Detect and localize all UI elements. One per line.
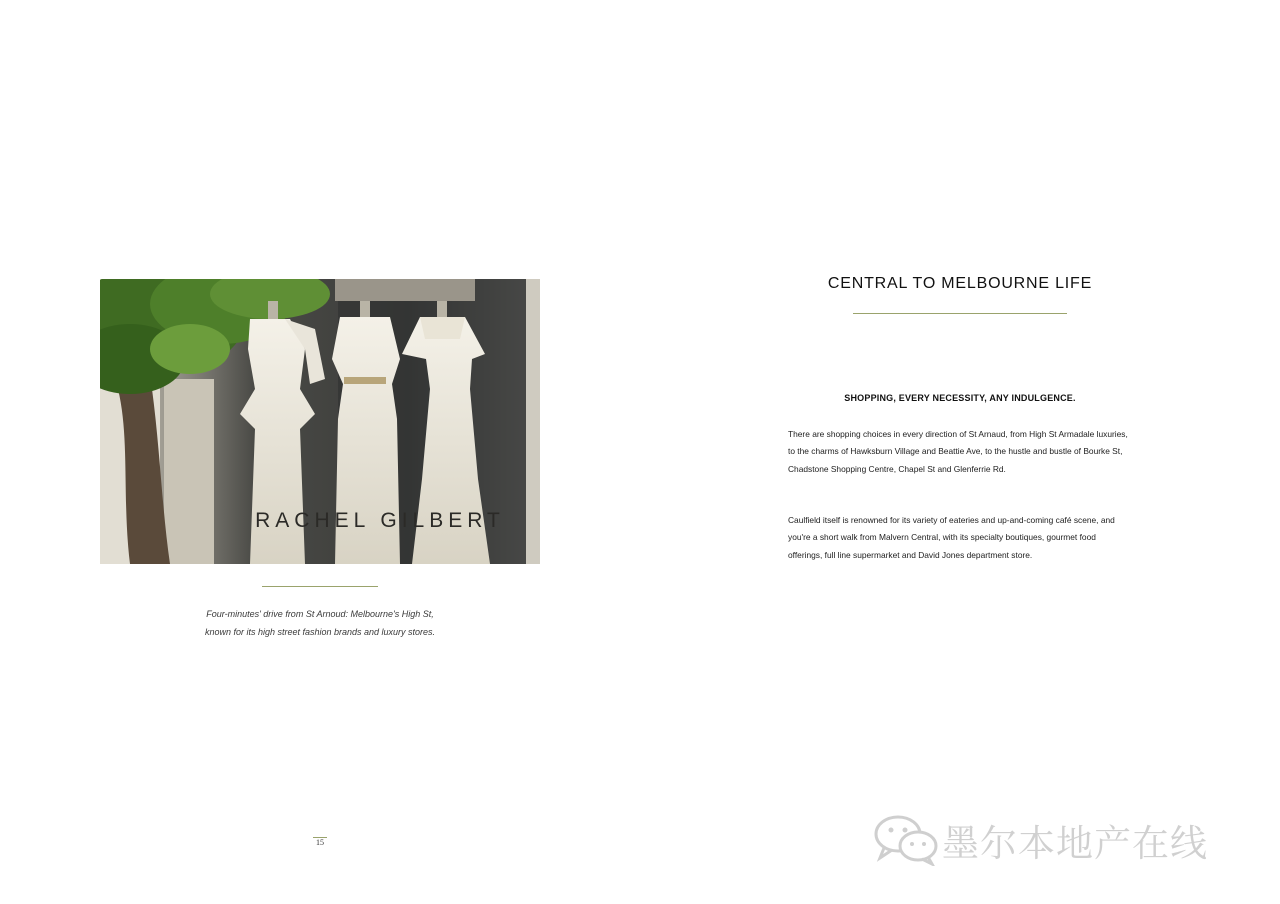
heading-divider — [853, 313, 1067, 314]
photo-caption — [180, 605, 460, 641]
caption-divider — [262, 586, 378, 587]
watermark — [872, 810, 1252, 870]
store-sign-text: RACHEL GILBERT — [255, 509, 505, 532]
section-subheading: SHOPPING, EVERY NECESSITY, ANY INDULGENCE. — [844, 393, 1076, 403]
caption-line: Four-minutes' drive from St Arnoud: Melbourne's High St, — [206, 609, 434, 619]
section-heading: CENTRAL TO MELBOURNE LIFE — [827, 275, 1093, 292]
boutique-window-photo — [100, 279, 540, 564]
body-paragraph: Caulfield itself is renowned for its variety of eateries and up-and-coming café scene, and you're a short walk from Malvern Central, with its specialty boutiques, gourmet food offerings, full line supermarket and David Jones department store. — [788, 515, 1115, 560]
watermark-text: 墨尔本地产在线 — [942, 822, 1208, 865]
caption-line: known for its high street fashion brands and luxury stores. — [204, 627, 436, 637]
wechat-icon — [872, 814, 940, 866]
page-number: 15 — [316, 838, 324, 847]
body-paragraph: There are shopping choices in every direction of St Arnaud, from High St Armadale luxuries, to the charms of Hawksburn Village and Beattie Ave, to the hustle and bustle of Bourke St, Chadstone Shopping Centre, Chapel St and Glenferrie Rd. — [788, 429, 1128, 474]
